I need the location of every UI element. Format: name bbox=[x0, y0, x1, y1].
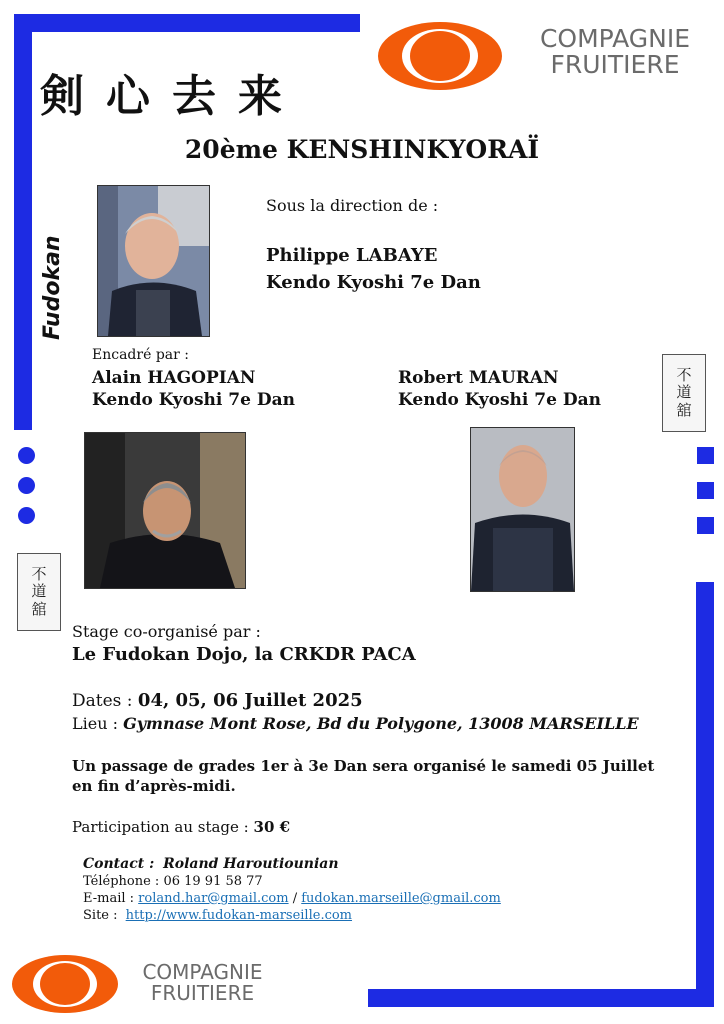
email-label: E-mail : bbox=[83, 891, 135, 906]
phone-value: 06 19 91 58 77 bbox=[163, 874, 263, 889]
seal-char-3: 舘 bbox=[31, 599, 47, 618]
seal-char-3: 舘 bbox=[676, 400, 692, 419]
phone-label: Téléphone : bbox=[83, 874, 160, 889]
instructor1-name: Alain HAGOPIAN bbox=[92, 368, 256, 388]
logo-line2: FRUITIERE bbox=[150, 981, 255, 1005]
encadrement-intro: Encadré par : bbox=[92, 347, 189, 363]
frame-bottom-bar bbox=[368, 989, 714, 1007]
site-link[interactable]: http://www.fudokan-marseille.com bbox=[125, 908, 353, 923]
email-separator: / bbox=[292, 891, 298, 906]
logo-mark-top bbox=[375, 16, 505, 96]
decor-square-2 bbox=[697, 482, 714, 499]
logo-line1: COMPAGNIE bbox=[142, 960, 263, 984]
logo-text-top bbox=[515, 26, 715, 79]
grades-line-2: en fin d’après-midi. bbox=[72, 777, 236, 795]
frame-left-bar bbox=[14, 14, 32, 430]
decor-square-3 bbox=[697, 517, 714, 534]
contact-line bbox=[83, 856, 501, 873]
participation-label: Participation au stage : bbox=[72, 818, 249, 836]
page-title: 20ème KENSHINKYORAÏ bbox=[184, 135, 540, 164]
dates-label: Dates : bbox=[72, 691, 133, 711]
email-line bbox=[83, 890, 501, 907]
organisation-intro: Stage co-organisé par : bbox=[72, 622, 261, 641]
decor-dot-1 bbox=[18, 447, 35, 464]
fudokan-seal-left bbox=[17, 553, 61, 631]
logo-mark-bottom bbox=[10, 950, 120, 1018]
logo-text-bottom bbox=[120, 962, 285, 1004]
fudokan-vertical-label: Fudokan bbox=[40, 235, 65, 340]
seal-char-1: 不 bbox=[676, 366, 692, 385]
decor-dot-3 bbox=[18, 507, 35, 524]
site-line bbox=[83, 907, 501, 924]
photo-philippe-labaye bbox=[97, 185, 210, 337]
logo-top bbox=[375, 16, 715, 96]
instructor2-name: Robert MAURAN bbox=[398, 368, 559, 388]
seal-char-1: 不 bbox=[31, 565, 47, 584]
director-grade: Kendo Kyoshi 7e Dan bbox=[266, 272, 481, 293]
lieu-label: Lieu : bbox=[72, 714, 118, 733]
lieu-line bbox=[72, 714, 639, 733]
seal-char-2: 道 bbox=[676, 383, 692, 402]
fudokan-seal-right bbox=[662, 354, 706, 432]
kenshinkyorai-calligraphy: 剣心去来 bbox=[40, 71, 304, 122]
director-name: Philippe LABAYE bbox=[266, 245, 438, 266]
seal-char-2: 道 bbox=[31, 582, 47, 601]
logo-line2: FRUITIERE bbox=[550, 50, 680, 80]
logo-bottom bbox=[10, 950, 290, 1020]
email-link-2[interactable]: fudokan.marseille@gmail.com bbox=[301, 891, 501, 906]
photo-alain-hagopian bbox=[84, 432, 246, 589]
photo-robert-mauran bbox=[470, 427, 575, 592]
contact-name: Roland Haroutiounian bbox=[163, 856, 339, 872]
frame-top-bar bbox=[14, 14, 360, 32]
direction-intro: Sous la direction de : bbox=[266, 196, 439, 215]
lieu-value: Gymnase Mont Rose, Bd du Polygone, 13008 MARSEILLE bbox=[123, 714, 639, 733]
email-link-1[interactable]: roland.har@gmail.com bbox=[138, 891, 289, 906]
logo-line1: COMPAGNIE bbox=[539, 24, 691, 53]
site-label: Site : bbox=[83, 908, 118, 923]
instructor1-grade: Kendo Kyoshi 7e Dan bbox=[92, 390, 295, 410]
contact-label: Contact : bbox=[83, 856, 155, 872]
organizers: Le Fudokan Dojo, la CRKDR PACA bbox=[72, 644, 416, 665]
participation-value: 30 € bbox=[253, 818, 291, 836]
instructor2-grade: Kendo Kyoshi 7e Dan bbox=[398, 390, 601, 410]
frame-right-bar bbox=[696, 582, 714, 1007]
participation-line bbox=[72, 818, 290, 836]
phone-line bbox=[83, 873, 501, 890]
grades-line-1: Un passage de grades 1er à 3e Dan sera organisé le samedi 05 Juillet bbox=[72, 757, 655, 775]
contact-block bbox=[83, 856, 501, 924]
dates-line bbox=[72, 690, 363, 711]
dates-value: 04, 05, 06 Juillet 2025 bbox=[137, 690, 363, 711]
decor-dot-2 bbox=[18, 477, 35, 494]
decor-square-1 bbox=[697, 447, 714, 464]
